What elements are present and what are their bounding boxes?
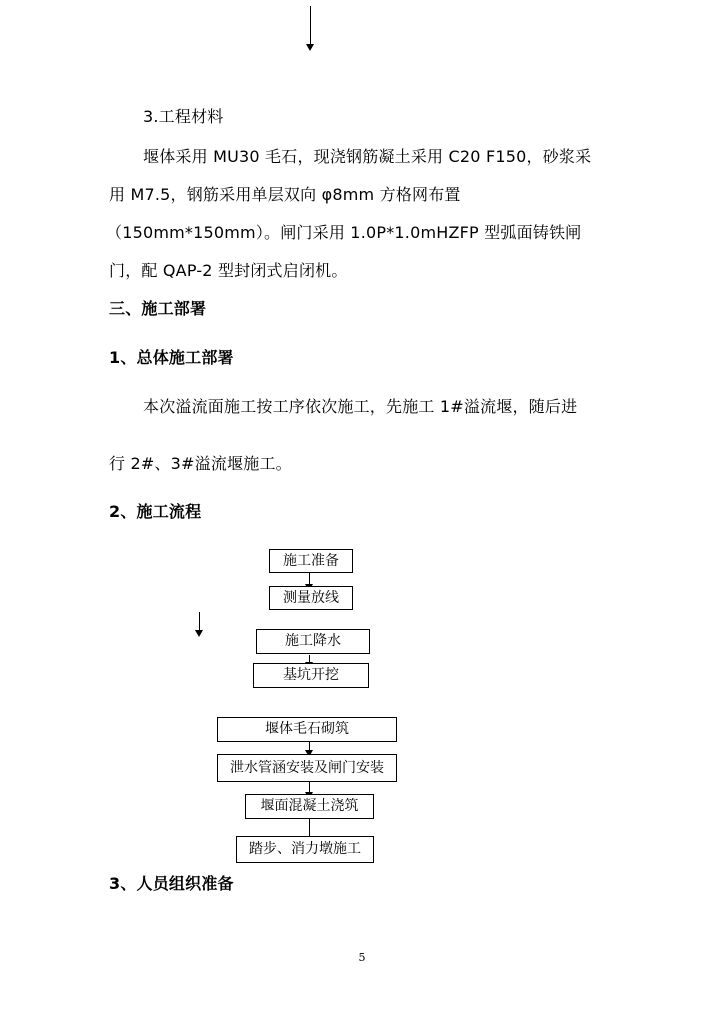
top-arrow-line [310,6,311,46]
materials-title: 3.工程材料 [143,107,224,126]
section-deploy-title: 三、施工部署 [109,299,207,318]
subsection-staffing-title: 3、人员组织准备 [109,874,234,893]
stray-arrow-line [199,612,200,632]
flow-step-steps-piers: 踏步、消力墩施工 [236,836,374,863]
top-arrow-head [306,44,314,51]
materials-para-line-4: 门，配 QAP-2 型封闭式启闭机。 [109,261,348,280]
flow-step-concrete: 堰面混凝土浇筑 [245,794,374,819]
page-number: 5 [358,951,366,964]
flow-step-dewatering: 施工降水 [256,629,370,654]
flow-step-survey: 测量放线 [269,586,353,610]
flow-step-excavation: 基坑开挖 [253,663,369,688]
subsection-process-title: 2、施工流程 [109,502,202,521]
overall-para-line-1: 本次溢流面施工按工序依次施工，先施工 1#溢流堰，随后进 [143,397,578,416]
materials-para-line-3: （150mm*150mm）。闸门采用 1.0P*1.0mHZFP 型弧面铸铁闸 [106,223,582,242]
materials-para-line-2: 用 M7.5，钢筋采用单层双向 φ8mm 方格网布置 [109,185,461,204]
subsection-overall-title: 1、总体施工部署 [109,348,234,367]
stray-arrow-head [195,630,203,637]
flow-step-preparation: 施工准备 [269,549,353,573]
materials-para-line-1: 堰体采用 MU30 毛石，现浇钢筋凝土采用 C20 F150，砂浆采 [143,147,592,166]
overall-para-line-2: 行 2#、3#溢流堰施工。 [109,454,292,473]
flow-step-culvert-gate: 泄水管涵安装及闸门安装 [217,754,397,782]
flow-step-masonry: 堰体毛石砌筑 [217,717,397,742]
